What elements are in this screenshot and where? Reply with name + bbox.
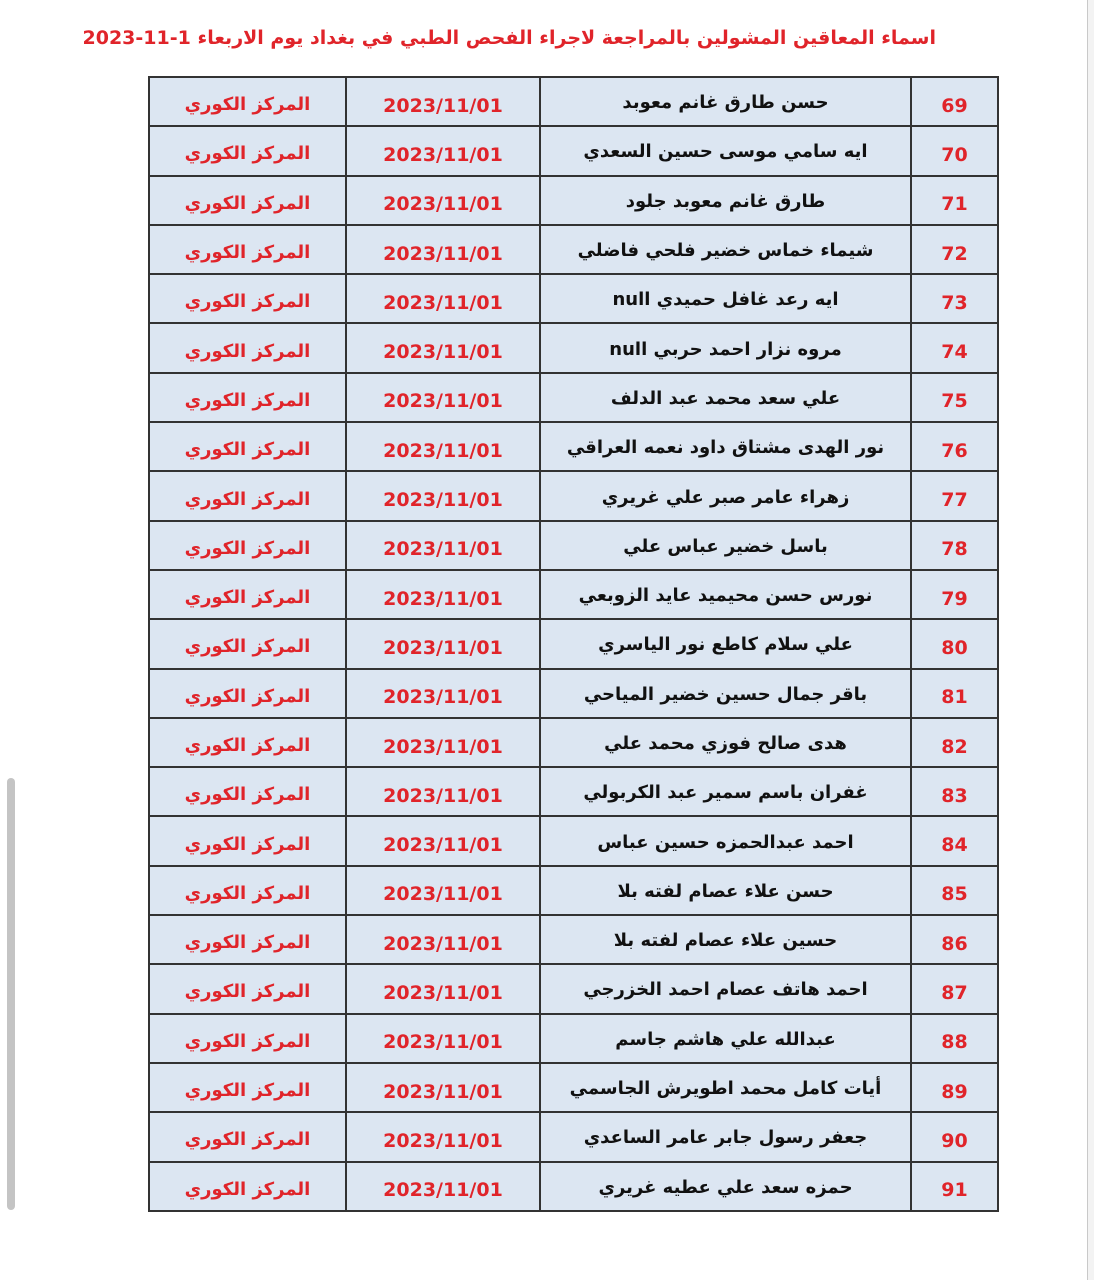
- table-row: [149, 1162, 998, 1211]
- table-row: [149, 915, 998, 964]
- name-cell: أيات كامل محمد اطويرش الجاسمي: [540, 1063, 911, 1112]
- date-cell: 2023/11/01: [346, 767, 540, 816]
- number-cell: 88: [911, 1014, 998, 1063]
- date-cell: 2023/11/01: [346, 964, 540, 1013]
- date-cell: 2023/11/01: [346, 866, 540, 915]
- name-cell: عبدالله علي هاشم جاسم: [540, 1014, 911, 1063]
- table-row: [149, 323, 998, 372]
- date-cell: 2023/11/01: [346, 471, 540, 520]
- number-cell: 73: [911, 274, 998, 323]
- name-cell: هدى صالح فوزي محمد علي: [540, 718, 911, 767]
- roster-table: [148, 76, 999, 1212]
- center-cell: المركز الكوري: [149, 816, 346, 865]
- number-cell: 78: [911, 521, 998, 570]
- date-cell: 2023/11/01: [346, 1063, 540, 1112]
- center-cell: المركز الكوري: [149, 176, 346, 225]
- date-cell: 2023/11/01: [346, 126, 540, 175]
- center-cell: المركز الكوري: [149, 570, 346, 619]
- name-cell: باسل خضير عباس علي: [540, 521, 911, 570]
- center-cell: المركز الكوري: [149, 225, 346, 274]
- center-cell: المركز الكوري: [149, 915, 346, 964]
- date-cell: 2023/11/01: [346, 619, 540, 668]
- number-cell: 70: [911, 126, 998, 175]
- number-cell: 83: [911, 767, 998, 816]
- number-cell: 81: [911, 669, 998, 718]
- date-cell: 2023/11/01: [346, 816, 540, 865]
- name-cell: باقر جمال حسين خضير المياحي: [540, 669, 911, 718]
- name-cell: جعفر رسول جابر عامر الساعدي: [540, 1112, 911, 1161]
- name-cell: حمزه سعد علي عطيه غريري: [540, 1162, 911, 1211]
- name-cell: احمد عبدالحمزه حسين عباس: [540, 816, 911, 865]
- name-cell: حسن طارق غانم معوبد: [540, 77, 911, 126]
- date-cell: 2023/11/01: [346, 718, 540, 767]
- center-cell: المركز الكوري: [149, 866, 346, 915]
- date-cell: 2023/11/01: [346, 669, 540, 718]
- page-edge-divider: [1087, 0, 1088, 1280]
- number-cell: 75: [911, 373, 998, 422]
- date-cell: 2023/11/01: [346, 77, 540, 126]
- table-row: [149, 866, 998, 915]
- number-cell: 82: [911, 718, 998, 767]
- number-cell: 72: [911, 225, 998, 274]
- center-cell: المركز الكوري: [149, 323, 346, 372]
- center-cell: المركز الكوري: [149, 77, 346, 126]
- number-cell: 74: [911, 323, 998, 372]
- center-cell: المركز الكوري: [149, 1063, 346, 1112]
- name-cell: حسن علاء عصام لفته بلا: [540, 866, 911, 915]
- number-cell: 89: [911, 1063, 998, 1112]
- scrollbar-thumb[interactable]: [7, 778, 15, 1210]
- table-row: [149, 767, 998, 816]
- table-row: [149, 619, 998, 668]
- table-row: [149, 1063, 998, 1112]
- center-cell: المركز الكوري: [149, 1014, 346, 1063]
- table-row: [149, 176, 998, 225]
- number-cell: 90: [911, 1112, 998, 1161]
- date-cell: 2023/11/01: [346, 915, 540, 964]
- center-cell: المركز الكوري: [149, 521, 346, 570]
- date-cell: 2023/11/01: [346, 1112, 540, 1161]
- table-row: [149, 274, 998, 323]
- date-cell: 2023/11/01: [346, 225, 540, 274]
- date-cell: 2023/11/01: [346, 373, 540, 422]
- number-cell: 69: [911, 77, 998, 126]
- date-cell: 2023/11/01: [346, 570, 540, 619]
- table-row: [149, 964, 998, 1013]
- table-row: [149, 1014, 998, 1063]
- name-cell: غفران باسم سمير عبد الكربولي: [540, 767, 911, 816]
- center-cell: المركز الكوري: [149, 767, 346, 816]
- table-row: [149, 126, 998, 175]
- date-cell: 2023/11/01: [346, 1162, 540, 1211]
- name-cell: ايه سامي موسى حسين السعدي: [540, 126, 911, 175]
- table-row: [149, 521, 998, 570]
- center-cell: المركز الكوري: [149, 718, 346, 767]
- center-cell: المركز الكوري: [149, 373, 346, 422]
- roster-body: [149, 77, 998, 1211]
- table-row: [149, 471, 998, 520]
- table-row: [149, 373, 998, 422]
- number-cell: 86: [911, 915, 998, 964]
- table-row: [149, 422, 998, 471]
- center-cell: المركز الكوري: [149, 964, 346, 1013]
- center-cell: المركز الكوري: [149, 274, 346, 323]
- center-cell: المركز الكوري: [149, 422, 346, 471]
- center-cell: المركز الكوري: [149, 619, 346, 668]
- date-cell: 2023/11/01: [346, 521, 540, 570]
- date-cell: 2023/11/01: [346, 274, 540, 323]
- number-cell: 87: [911, 964, 998, 1013]
- number-cell: 84: [911, 816, 998, 865]
- name-cell: علي سعد محمد عبد الدلف: [540, 373, 911, 422]
- date-cell: 2023/11/01: [346, 1014, 540, 1063]
- table-row: [149, 77, 998, 126]
- number-cell: 76: [911, 422, 998, 471]
- number-cell: 79: [911, 570, 998, 619]
- center-cell: المركز الكوري: [149, 1162, 346, 1211]
- name-cell: شيماء خماس خضير فلحي فاضلي: [540, 225, 911, 274]
- name-cell: نور الهدى مشتاق داود نعمه العراقي: [540, 422, 911, 471]
- date-cell: 2023/11/01: [346, 323, 540, 372]
- name-cell: زهراء عامر صبر علي غريري: [540, 471, 911, 520]
- table-row: [149, 816, 998, 865]
- table-row: [149, 1112, 998, 1161]
- number-cell: 91: [911, 1162, 998, 1211]
- name-cell: احمد هاتف عصام احمد الخزرجي: [540, 964, 911, 1013]
- name-cell: نورس حسن محيميد عايد الزوبعي: [540, 570, 911, 619]
- table-row: [149, 225, 998, 274]
- center-cell: المركز الكوري: [149, 1112, 346, 1161]
- number-cell: 77: [911, 471, 998, 520]
- page-title: اسماء المعاقين المشولين بالمراجعة لاجراء الفحص الطبي في بغداد يوم الاربعاء 1-11-2023: [82, 27, 936, 49]
- name-cell: طارق غانم معوبد جلود: [540, 176, 911, 225]
- number-cell: 80: [911, 619, 998, 668]
- name-cell: ايه رعد غافل حميدي null: [540, 274, 911, 323]
- table-row: [149, 718, 998, 767]
- name-cell: حسين علاء عصام لفته بلا: [540, 915, 911, 964]
- center-cell: المركز الكوري: [149, 669, 346, 718]
- number-cell: 71: [911, 176, 998, 225]
- table-row: [149, 570, 998, 619]
- number-cell: 85: [911, 866, 998, 915]
- date-cell: 2023/11/01: [346, 422, 540, 471]
- center-cell: المركز الكوري: [149, 126, 346, 175]
- name-cell: علي سلام كاطع نور الياسري: [540, 619, 911, 668]
- center-cell: المركز الكوري: [149, 471, 346, 520]
- name-cell: مروه نزار احمد حربي null: [540, 323, 911, 372]
- table-row: [149, 669, 998, 718]
- date-cell: 2023/11/01: [346, 176, 540, 225]
